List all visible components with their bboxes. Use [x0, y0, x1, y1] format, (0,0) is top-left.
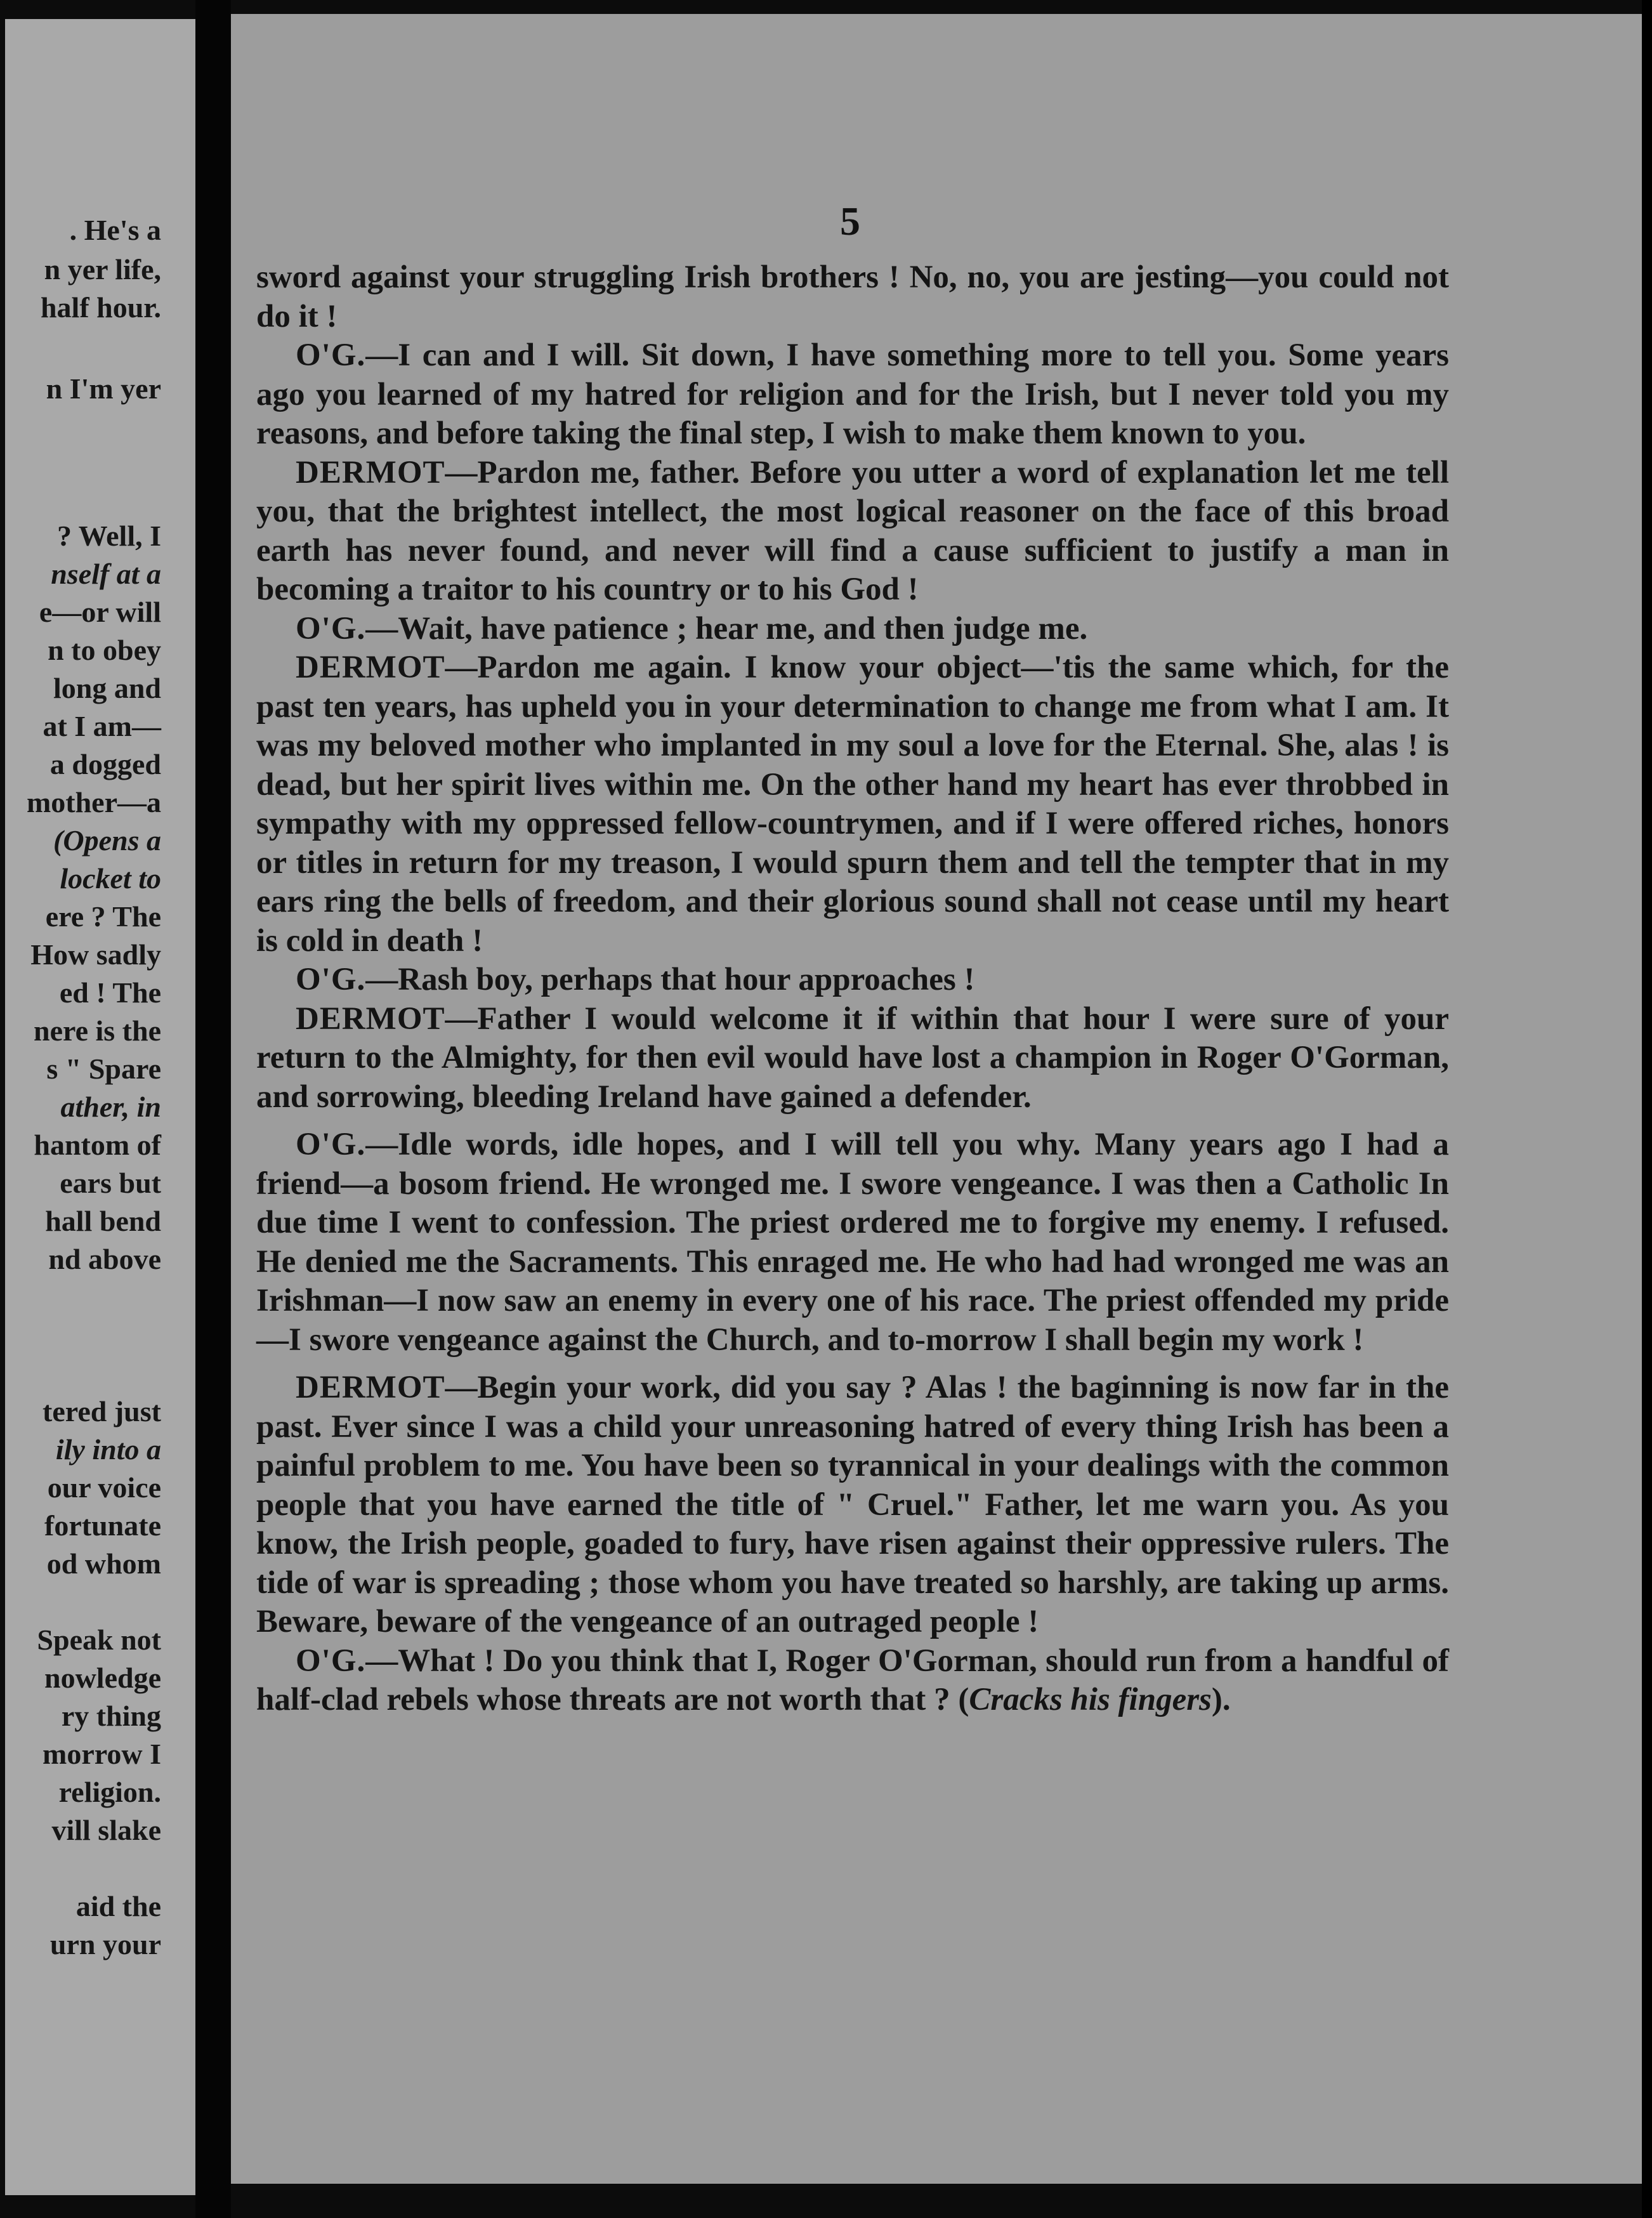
speaker-name: DERMOT	[296, 650, 445, 685]
previous-page-line: a dogged	[49, 748, 161, 780]
paragraph-text: —Pardon me again. I know your object—'tis the same which, for the past ten years, has upheld you in your determination to change me from what I am. It was my beloved mother who implanted in my soul a love for the Eternal. She, alas ! is dead, but her spirit lives within me. On the other hand my heart has ever throbbed in sympathy with my oppressed fellow-countrymen, and if I were offered riches, honors or titles in return for my treason, I would spurn them and tell the tempter that in my ears ring the bells of freedom, and their glorious sound shall not cease until my heart is cold in death !	[256, 650, 1449, 959]
paragraph-text: —What ! Do you think that I, Roger O'Gorman, should run from a handful of half-clad rebels whose threats are not worth that ? (	[256, 1643, 1449, 1717]
previous-page-line: fortunate	[44, 1509, 161, 1542]
previous-page-line: aid the	[75, 1890, 161, 1922]
previous-page-line: How sadly	[30, 938, 161, 971]
speaker-name: O'G.	[296, 338, 366, 373]
paragraph-end: ).	[1211, 1682, 1231, 1717]
previous-page-line: hantom of	[34, 1129, 161, 1161]
dialogue-paragraph	[256, 610, 1449, 649]
previous-page-line: od whom	[46, 1547, 161, 1580]
previous-page-line: locket to	[60, 862, 161, 895]
speaker-name: O'G.	[296, 962, 366, 997]
paragraph-text: —I can and I will. Sit down, I have something more to tell you. Some years ago you learned of my hatred for religion and for the Irish, but I never told you my reasons, and before taking the final step, I wish to make them known to you.	[256, 338, 1449, 451]
previous-page-line: half hour.	[40, 291, 161, 324]
speaker-name: DERMOT	[296, 1001, 445, 1037]
paragraph-text: —Father I would welcome it if within that hour I were sure of your return to the Almighty, for then evil would have lost a champion in Roger O'Gorman, and sorrowing, bleeding Ireland have gained a defender.	[256, 1001, 1449, 1115]
previous-page-line: religion.	[58, 1776, 161, 1808]
previous-page-line: ily into a	[55, 1433, 161, 1466]
previous-page-line: at I am—	[43, 710, 161, 742]
dialogue-paragraph	[256, 1125, 1449, 1360]
speaker-name: O'G.	[296, 1643, 366, 1679]
dialogue-paragraph	[256, 1000, 1449, 1117]
binding-gutter	[195, 0, 231, 2218]
previous-page-line: nself at a	[51, 558, 161, 590]
paragraph-text: —Rash boy, perhaps that hour approaches !	[365, 962, 975, 997]
paragraph-text: —Wait, have patience ; hear me, and then judge me.	[365, 610, 1088, 646]
continued-paragraph	[256, 258, 1449, 336]
previous-page-line: morrow I	[43, 1738, 161, 1770]
paragraph-text: —Idle words, idle hopes, and I will tell you why. Many years ago I had a friend—a bosom friend. He wronged me. I swore vengeance. I was then a Catholic In due time I went to confession. The priest ordered me to forgive my enemy. I refused. He denied me the Sacraments. This enraged me. He who had had wronged me was an Irishman—I now saw an enemy in every one of his race. The priest offended my pride—I swore vengeance against the Church, and to-morrow I shall begin my work !	[256, 1127, 1449, 1358]
previous-page-line: e—or will	[39, 596, 161, 628]
previous-page-line: urn your	[49, 1928, 161, 1960]
dialogue-paragraph	[256, 336, 1449, 454]
previous-page-line: long and	[53, 672, 161, 704]
scan-border	[1642, 0, 1652, 2218]
dialogue-paragraph	[256, 1642, 1449, 1720]
paragraph-text: —Begin your work, did you say ? Alas ! the baginning is now far in the past. Ever since I was a child your unreasoning hatred of every thing Irish has been a painful problem to me. You have been so tyrannical in your dealings with the common people that you have earned the title of " Cruel." Father, let me warn you. As you know, the Irish people, goaded to fury, have risen against their oppressive rulers. The tide of war is spreading ; those whom you have treated so harshly, are taking up arms. Beware, beware of the vengeance of an outraged people !	[256, 1370, 1449, 1639]
previous-page-line: ? Well, I	[56, 520, 161, 552]
previous-page-line: nere is the	[33, 1014, 161, 1047]
speaker-name: O'G.	[296, 1127, 366, 1162]
paragraph-text: —Pardon me, father. Before you utter a word of explanation let me tell you, that the brightest intellect, the most logical reasoner on the face of this broad earth has never found, and never will find a cause sufficient to justify a man in becoming a traitor to his country or to his God !	[256, 454, 1449, 607]
dialogue-paragraph	[256, 648, 1449, 961]
paragraph-text: sword against your struggling Irish brothers ! No, no, you are jesting—you could not do it !	[256, 259, 1449, 334]
previous-page-line: tered just	[43, 1395, 161, 1427]
previous-page-line: ry thing	[61, 1700, 161, 1732]
page-number: 5	[840, 199, 860, 244]
previous-page-line: nd above	[48, 1243, 161, 1275]
dialogue-paragraph	[256, 454, 1449, 610]
speaker-name: DERMOT	[296, 1370, 445, 1405]
previous-page-line: Speak not	[37, 1624, 161, 1656]
previous-page-line: hall bend	[45, 1205, 161, 1237]
dialogue-paragraph	[256, 1368, 1449, 1642]
previous-page-line: mother—a	[26, 786, 161, 818]
stage-direction: Cracks his fingers	[969, 1682, 1212, 1717]
previous-page-line: our voice	[47, 1471, 161, 1504]
previous-page-text	[5, 19, 195, 2195]
previous-page-line: vill slake	[51, 1814, 161, 1846]
previous-page-line: ather, in	[60, 1091, 161, 1123]
previous-page-line: (Opens a	[53, 824, 161, 856]
previous-page-line: nowledge	[44, 1662, 161, 1694]
previous-page-line: ed ! The	[59, 976, 161, 1009]
body-text	[256, 258, 1449, 1720]
page	[231, 14, 1642, 2184]
previous-page-fragment	[5, 19, 195, 2195]
previous-page-line: n yer life,	[44, 253, 161, 285]
previous-page-line: s " Spare	[46, 1053, 161, 1085]
previous-page-line: n to obey	[48, 634, 161, 666]
speaker-name: DERMOT	[296, 454, 445, 490]
dialogue-paragraph	[256, 961, 1449, 1000]
previous-page-line: n I'm yer	[46, 372, 161, 405]
speaker-name: O'G.	[296, 610, 366, 646]
previous-page-line: ears but	[60, 1167, 161, 1199]
previous-page-line: ere ? The	[45, 900, 161, 933]
previous-page-line: . He's a	[69, 214, 161, 246]
